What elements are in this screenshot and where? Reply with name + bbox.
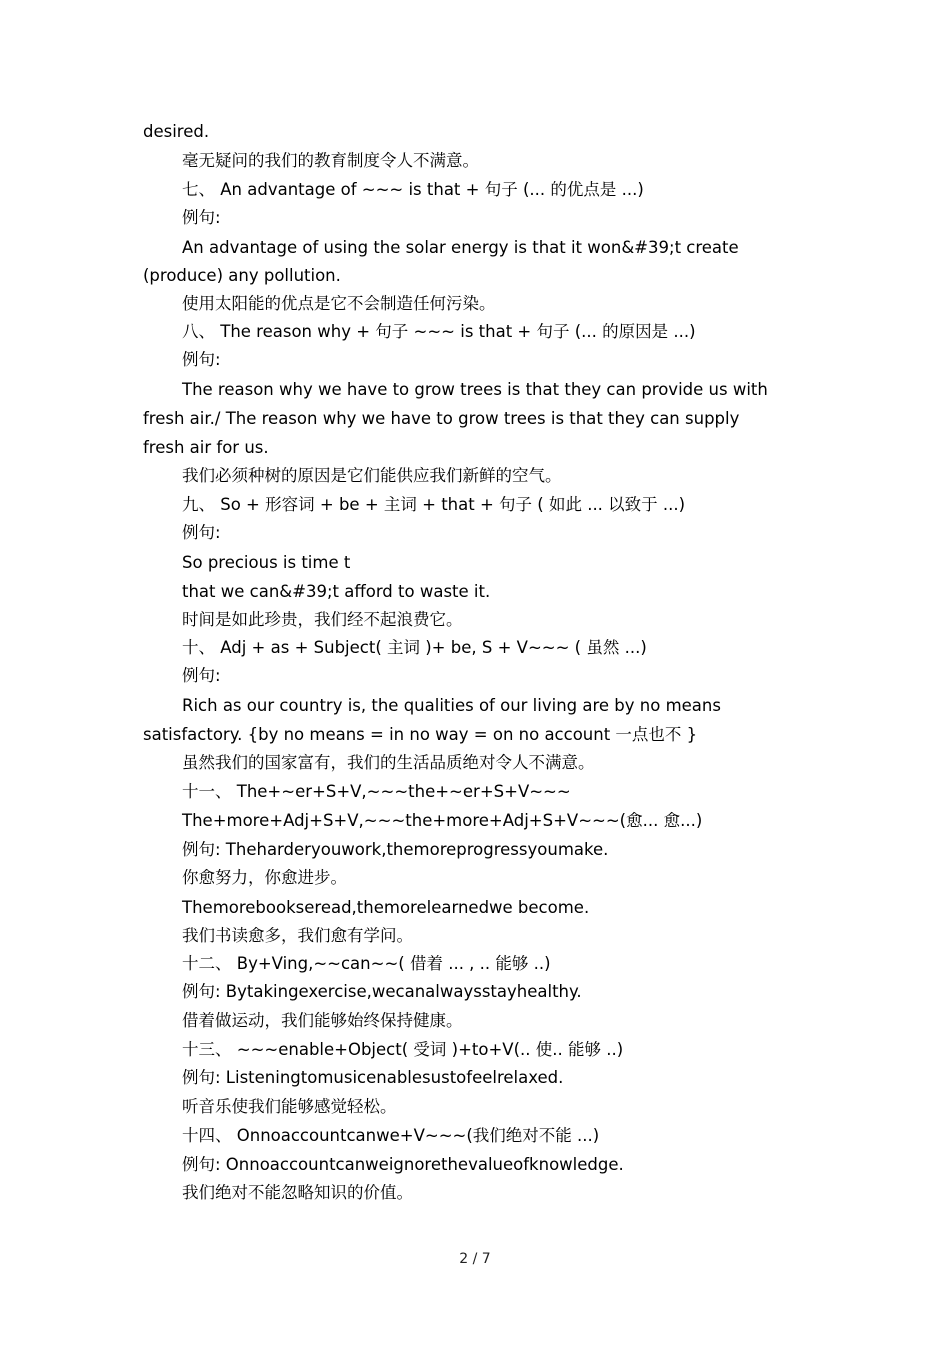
section-heading-9: 九、 So + 形容词 + be + 主词 + that + 句子 ( 如此 ... 以致于 ...)	[182, 495, 686, 514]
text-line: 使用太阳能的优点是它不会制造任何污染。	[182, 294, 496, 313]
text-line: satisfactory. {by no means = in no way = on no account 一点也不 }	[143, 725, 698, 744]
text-line: An advantage of using the solar energy is that it won&#39;t create	[182, 238, 739, 257]
text-line: 虽然我们的国家富有，我们的生活品质绝对令人不满意。	[182, 753, 595, 772]
page-number: 2 / 7	[459, 1251, 491, 1267]
section-heading-12: 十二、 By+Ving,~~can~~( 借着 ... , .. 能够 ..)	[182, 954, 551, 973]
text-line: (produce) any pollution.	[143, 266, 341, 285]
text-line: The reason why we have to grow trees is that they can provide us with	[182, 380, 768, 399]
text-line: 我们必须种树的原因是它们能供应我们新鲜的空气。	[182, 466, 562, 485]
section-heading-10: 十、 Adj + as + Subject( 主词 )+ be, S + V~~~ ( 虽然 ...)	[182, 638, 647, 657]
text-line: Rich as our country is, the qualities of our living are by no means	[182, 696, 721, 715]
example-label: 例句:	[182, 523, 221, 542]
text-line: that we can&#39;t afford to waste it.	[182, 582, 491, 601]
example-line: 例句: Bytakingexercise,wecanalwaysstayhealthy.	[182, 982, 582, 1001]
text-line: 时间是如此珍贵，我们经不起浪费它。	[182, 610, 463, 629]
text-line: 我们绝对不能忽略知识的价值。	[182, 1183, 413, 1202]
example-label: 例句:	[182, 350, 221, 369]
text-line: So precious is time t	[182, 553, 351, 572]
section-heading-7: 七、 An advantage of ~~~ is that + 句子 (... 的优点是 ...)	[182, 180, 644, 199]
text-line: 借着做运动，我们能够始终保持健康。	[182, 1011, 463, 1030]
section-heading-13: 十三、 ~~~enable+Object( 受词 )+to+V(.. 使.. 能够 ..)	[182, 1040, 624, 1059]
text-line: 你愈努力，你愈进步。	[182, 868, 347, 887]
text-line: 听音乐使我们能够感觉轻松。	[182, 1097, 397, 1116]
example-line: 例句: Onnoaccountcanweignorethevalueofknowledge.	[182, 1155, 624, 1174]
section-heading-11: 十一、 The+~er+S+V,~~~the+~er+S+V~~~	[182, 782, 571, 801]
example-label: 例句:	[182, 666, 221, 685]
example-line: 例句: Listeningtomusicenablesustofeelrelaxed.	[182, 1068, 564, 1087]
text-line: The+more+Adj+S+V,~~~the+more+Adj+S+V~~~(愈... 愈...)	[182, 811, 703, 830]
text-line: 我们书读愈多，我们愈有学问。	[182, 926, 413, 945]
text-line: desired.	[143, 122, 210, 141]
text-line: fresh air./ The reason why we have to grow trees is that they can supply	[143, 409, 740, 428]
example-label: 例句:	[182, 208, 221, 227]
text-line: Themorebookseread,themorelearnedwe become.	[182, 898, 590, 917]
example-line: 例句: Theharderyouwork,themoreprogressyoumake.	[182, 840, 609, 859]
section-heading-14: 十四、 Onnoaccountcanwe+V~~~(我们绝对不能 ...)	[182, 1126, 600, 1145]
text-line: fresh air for us.	[143, 438, 269, 457]
section-heading-8: 八、 The reason why + 句子 ~~~ is that + 句子 (... 的原因是 ...)	[182, 322, 696, 341]
text-line: 毫无疑问的我们的教育制度令人不满意。	[182, 151, 479, 170]
